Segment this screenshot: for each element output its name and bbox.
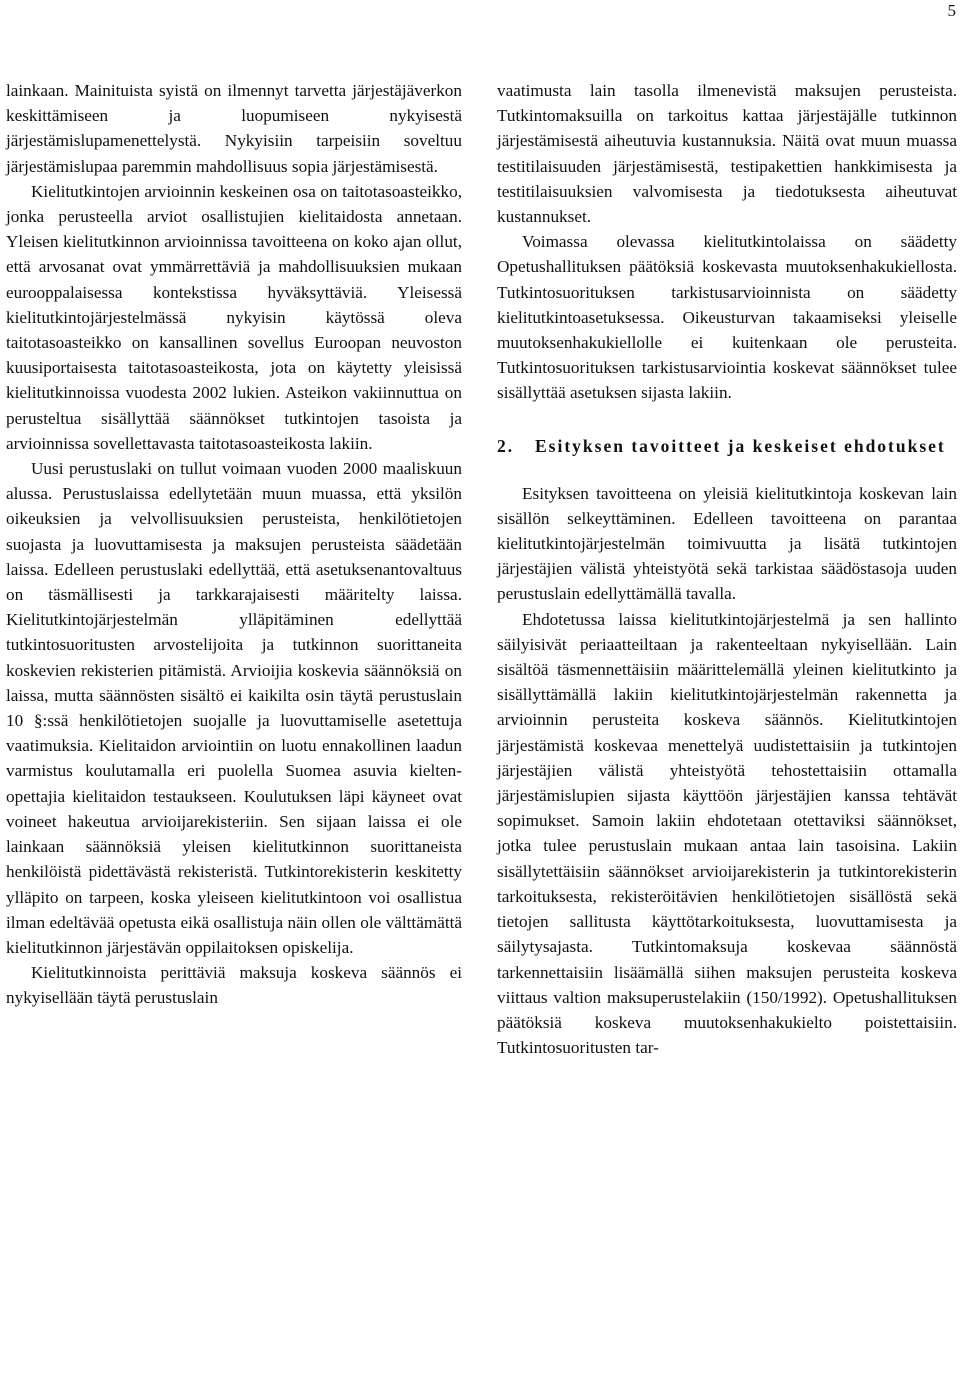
section-number: 2. <box>497 435 515 456</box>
paragraph: Uusi perustuslaki on tullut voimaan vuoden 2000 maaliskuun alussa. Perustuslaissa edellytetään muun muassa, että yksilön oikeuksien ja velvollisuuksien perusteista, henkilötietojen suojasta ja luovuttamisesta ja maksujen perusteista säädetään laissa. Edelleen perustuslaki edellyttää, että asetuksenantovaltuus on täsmällisesti ja tarkkarajaisesti määritelty laissa. Kielitutkintojärjestelmän ylläpitäminen edellyttää tutkintosuoritusten arvostelijoita ja tutkinnon suorittaneita koskevien rekisterien pitämistä. Arvioijia koskevia säännöksiä on laissa, mutta säännösten sisältö ei kaikilta osin täytä perustuslain 10 §:ssä henkilötietojen suojalle ja luovuttamiselle asetettuja vaatimuksia. Kielitaidon arviointiin on luotu ennakollinen laadun varmistus koulutamalla eri puolella Suomea asuvia kieltenopettajia kielitaidon testaukseen. Koulutuksen läpi käyneet ovat voineet hakeutua arvioijarekisteriin. Sen sijaan laissa ei ole lainkaan säännöksiä yleisen kielitutkinnon suorittaneista henkilöistä pidettävästä rekisteristä. Tutkintorekisterin keskitetty ylläpito on tarpeen, koska yleiseen kielitutkintoon voi osallistua ilman edeltävää opetusta eikä osallistuja näin ollen ole välttämättä kielitutkinnon järjestävän oppilaitoksen opiskelija. <box>6 459 462 957</box>
paragraph: Voimassa olevassa kielitutkintolaissa on säädetty Opetushallituksen päätöksiä koskevasta muutoksenhakukiellosta. Tutkintosuorituksen tarkistusarvioinnista on säädetty kielitutkintoasetuksessa. Oikeusturvan takaamiseksi yleiselle muutoksenhakukiellolle ei kuitenkaan ole perusteita. Tutkintosuorituksen tarkistusarviointia koskevat säännökset tulee sisällyttää asetuksen sijasta lakiin. <box>497 232 957 403</box>
right-column <box>497 78 957 1060</box>
paragraph: vaatimusta lain tasolla ilmenevistä maksujen perusteista. Tutkintomaksuilla on tarkoitus kattaa järjestäjälle tutkinnon järjestämisestä aiheutuvia kustannuksia. Näitä ovat muun muassa testitilaisuuden järjestämisestä, testipakettien hankkimisesta ja testitilaisuuksien valvomisesta ja tiedotuksesta aiheutuvat kustannukset. <box>497 81 957 227</box>
paragraph: Kielitutkinnoista perittäviä maksuja koskeva säännös ei nykyisellään täytä perustuslain <box>6 963 462 1008</box>
paragraph: Esityksen tavoitteena on yleisiä kielitutkintoja koskevan lain sisällön selkeyttäminen. Edelleen tavoitteena on parantaa kielitutkintojärjestelmän toimivuutta ja lisätä tutkintojen järjestäjien välistä yhteistyötä sekä tarkistaa säädöstasoja uuden perustuslain edellyttämällä tavalla. <box>497 483 957 604</box>
paragraph: Ehdotetussa laissa kielitutkintojärjestelmä ja sen hallinto säilyisivät periaatteiltaan ja rakenteeltaan nykyisellään. Lain sisältöä täsmennettäisiin määrittelemällä yleinen kielitutkinto ja sisällyttämällä lakiin kielitutkintojärjestelmän rakennetta ja arvioinnin perusteita koskeva säännös. Kielitutkintojen järjestämistä koskevaa menettelyä uudistettaisiin ja tutkintojen järjestäjien välistä yhteistyötä tehostettaisiin ottamalla järjestämislupien sijasta käyttöön järjestäjien kanssa tehtävät sopimukset. Samoin lakiin ehdotetaan otettaviksi säännökset, jotka tulee perustuslain mukaan antaa lain tasoisina. Lakiin sisällytettäisiin säännökset arvioijarekisterin ja tutkintorekisterin tarkoituksesta, rekisteröitävien henkilötietojen sisällöstä sekä tietojen sallitusta käyttötarkoituksesta, luovuttamisesta ja säilytysajasta. Tutkintomaksuja koskevaa säännöstä tarkennettaisiin lisäämällä siihen maksujen perusteita koskeva viittaus valtion maksuperustelakiin (150/1992). Opetushallituksen päätöksiä koskeva muutoksenhakukielto poistettaisiin. Tutkintosuoritusten tar- <box>497 609 957 1058</box>
paragraph: Kielitutkintojen arvioinnin keskeinen osa on taitotasoasteikko, jonka perusteella arviot osallistujien kielitaidosta annetaan. Yleisen kielitutkinnon arvioinnissa tavoitteena on koko ajan ollut, että arvosanat ovat ymmärrettäviä ja mahdollisuuksien mukaan eurooppalaisessa kontekstissa hyväksyttäviä. Yleisessä kielitutkintojärjestelmässä nykyisin käytössä oleva taitotasoasteikko on kansallinen sovellus Euroopan neuvoston kuusiportaisesta taitotasoasteikosta, jota on käytetty yleisissä kielitutkinnoissa vuodesta 2002 lukien. Asteikon vakiinnuttua on perusteltua sisällyttää säännökset tutkintojen tasoista ja arvioinnissa sovellettavasta taitotasoasteikosta lakiin. <box>6 181 462 453</box>
page-number: 5 <box>947 1 956 20</box>
section-heading <box>497 434 957 459</box>
left-column <box>6 78 462 1011</box>
section-title: Esityksen tavoitteet ja keskeiset ehdotukset <box>535 435 946 456</box>
paragraph: lainkaan. Mainituista syistä on ilmennyt tarvetta järjestäjäverkon keskittämiseen ja luopumiseen nykyisestä järjestämislupamenettelystä. Nykyisiin tarpeisiin soveltuu järjestämislupaa paremmin mahdollisuus sopia järjestämisestä. <box>6 81 462 176</box>
